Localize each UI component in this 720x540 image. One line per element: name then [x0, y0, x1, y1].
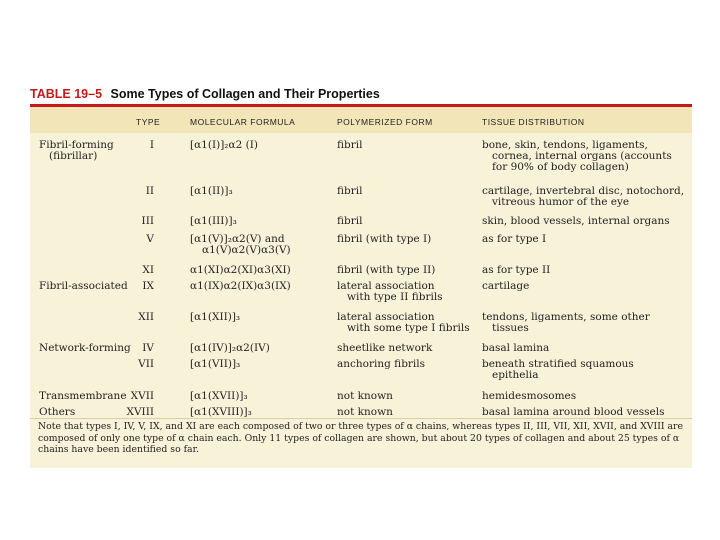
collagen-type: I — [149, 139, 154, 151]
header-distribution: TISSUE DISTRIBUTION — [482, 117, 585, 127]
header-row — [30, 107, 692, 133]
tissue-distribution: beneath stratified squamous — [482, 358, 634, 370]
polymerized-form: with some type I fibrils — [347, 322, 470, 334]
table-title — [30, 87, 380, 101]
tissue-distribution: for 90% of body collagen) — [492, 161, 629, 173]
tissue-distribution: as for type I — [482, 233, 547, 245]
polymerized-form: not known — [337, 406, 393, 418]
category-label: Transmembrane — [39, 390, 127, 402]
tissue-distribution: cornea, internal organs (accounts — [492, 150, 672, 162]
molecular-formula: [α1(IV)]₂α2(IV) — [190, 342, 270, 354]
tissue-distribution: vitreous humor of the eye — [492, 196, 630, 208]
table-footnote: Note that types I, IV, V, IX, and XI are each composed of two or three types of α chains, whereas types II, III, VII, XII, XVII, and XVIII are composed of only one type of α chain each. Only 11 types of collagen are shown, but about 20 types of collagen and about 25 types of α chains have been identified so far. — [38, 421, 683, 455]
collagen-type: XVIII — [126, 406, 154, 418]
collagen-table — [30, 107, 692, 468]
polymerized-form: fibril — [337, 185, 363, 197]
tissue-distribution: as for type II — [482, 264, 551, 276]
tissue-distribution: epithelia — [492, 369, 539, 381]
polymerized-form: lateral association — [337, 280, 435, 292]
polymerized-form: fibril (with type I) — [337, 233, 432, 245]
tissue-distribution: skin, blood vessels, internal organs — [482, 215, 670, 227]
header-type: TYPE — [136, 117, 161, 127]
category-label: Fibril-forming — [39, 139, 114, 151]
molecular-formula: [α1(V)]₂α2(V) and — [190, 233, 285, 245]
tissue-distribution: tendons, ligaments, some other — [482, 311, 650, 323]
molecular-formula: α1(XI)α2(XI)α3(XI) — [190, 264, 291, 276]
polymerized-form: anchoring fibrils — [337, 358, 426, 370]
collagen-type: III — [141, 215, 154, 227]
collagen-type: V — [146, 233, 154, 245]
category-label: Network-forming — [39, 342, 131, 354]
molecular-formula: [α1(XVIII)]₃ — [190, 406, 252, 418]
molecular-formula: [α1(VII)]₃ — [190, 358, 241, 370]
category-label: (fibrillar) — [49, 150, 98, 162]
collagen-type: IV — [142, 342, 154, 354]
collagen-type: VII — [138, 358, 154, 370]
tissue-distribution: tissues — [492, 322, 529, 334]
header-form: POLYMERIZED FORM — [337, 117, 433, 127]
polymerized-form: not known — [337, 390, 393, 402]
note-separator — [30, 418, 692, 419]
tissue-distribution: cartilage, invertebral disc, notochord, — [482, 185, 685, 197]
polymerized-form: sheetlike network — [337, 342, 433, 354]
molecular-formula: α1(V)α2(V)α3(V) — [202, 244, 291, 256]
tissue-distribution: hemidesmosomes — [482, 390, 577, 402]
molecular-formula: [α1(I)]₂α2 (I) — [190, 139, 258, 151]
tissue-distribution: bone, skin, tendons, ligaments, — [482, 139, 648, 151]
category-label: Fibril-associated — [39, 280, 128, 292]
table-number: 19–5 — [74, 87, 103, 101]
molecular-formula: [α1(XII)]₃ — [190, 311, 241, 323]
polymerized-form: fibril — [337, 139, 363, 151]
collagen-type: XVII — [130, 390, 154, 402]
molecular-formula: α1(IX)α2(IX)α3(IX) — [190, 280, 291, 292]
tissue-distribution: basal lamina — [482, 342, 550, 354]
polymerized-form: fibril (with type II) — [337, 264, 436, 276]
molecular-formula: [α1(XVII)]₃ — [190, 390, 248, 402]
tissue-distribution: cartilage — [482, 280, 530, 292]
molecular-formula: [α1(II)]₃ — [190, 185, 233, 197]
polymerized-form: fibril — [337, 215, 363, 227]
molecular-formula: [α1(III)]₃ — [190, 215, 237, 227]
table-label: TABLE — [30, 87, 71, 101]
collagen-type: XI — [142, 264, 154, 276]
category-label: Others — [39, 406, 76, 418]
table-caption: Some Types of Collagen and Their Properties — [110, 87, 380, 101]
collagen-type: IX — [142, 280, 154, 292]
header-formula: MOLECULAR FORMULA — [190, 117, 296, 127]
collagen-type: II — [145, 185, 154, 197]
polymerized-form: with type II fibrils — [347, 291, 443, 303]
tissue-distribution: basal lamina around blood vessels — [482, 406, 665, 418]
polymerized-form: lateral association — [337, 311, 435, 323]
collagen-type: XII — [138, 311, 154, 323]
